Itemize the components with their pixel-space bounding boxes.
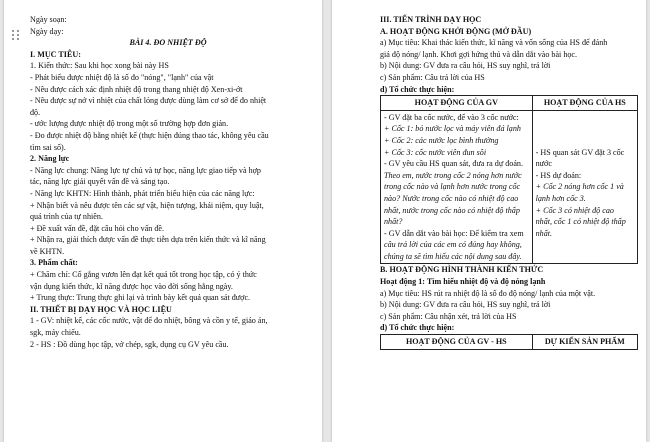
- text-line: giá độ nóng/ lạnh. Khơi gợi hứng thú và dẫn dắt vào bài học.: [380, 49, 578, 59]
- table2-header-products: DỰ KIẾN SẢN PHẨM: [532, 335, 637, 350]
- text-line: nhất, cốc 1 có nhiệt độ thấp: [535, 217, 626, 227]
- text-line: II. THIẾT BỊ DẠY HỌC VÀ HỌC LIỆU: [30, 304, 172, 314]
- text-line: sgk, máy chiếu.: [30, 328, 81, 338]
- text-line: + Cốc 2: các nước lọc bình thường: [384, 135, 499, 145]
- text-line: Theo em, nước trong cốc 2 nóng hơn nước: [384, 170, 522, 180]
- text-line: + Đề xuất vấn đề, đặt câu hỏi cho vấn đề.: [30, 223, 165, 233]
- text-line: + Cốc 1: bỏ nước lọc và máy viên đá lạnh: [384, 124, 521, 134]
- text-line: BÀI 4. ĐO NHIỆT ĐỘ: [129, 38, 207, 48]
- text-line: tác, năng lực giải quyết vấn đề và sáng tạo.: [30, 177, 170, 187]
- right-page-content: [380, 14, 638, 350]
- table-header-gv: HOẠT ĐỘNG CỦA GV: [381, 96, 533, 111]
- text-line: 1. Kiến thức: Sau khi học xong bài này HS: [30, 61, 169, 71]
- text-line: c) Sản phẩm: Câu nhận xét, trả lời của HS: [380, 311, 517, 321]
- text-line: 2 - HS : Đồ dùng học tập, vở chép, sgk, dụng cụ GV yêu cầu.: [30, 339, 229, 349]
- text-line: - GV yêu cầu HS quan sát, đưa ra dự đoán.: [384, 159, 523, 169]
- activity-table-knowledge: [380, 334, 638, 350]
- text-line: d) Tổ chức thực hiện:: [380, 84, 455, 94]
- text-line: + Cốc 3: cốc nước viên đun sôi: [384, 147, 487, 157]
- left-page-content: [30, 14, 306, 350]
- drag-handle-icon[interactable]: [12, 30, 20, 40]
- text-line: lạnh hơn cốc 3.: [535, 193, 586, 203]
- table-cell-gv: [381, 110, 533, 264]
- section-b-text: [380, 264, 638, 334]
- text-line: + Nhận biết và nêu được tên các sự vật, hiện tượng, khái niệm, quy luật,: [30, 200, 264, 210]
- text-line: + Cốc 2 nóng hơn cốc 1 và: [535, 182, 624, 192]
- text-line: vận dụng kiến thức, kĩ năng được học vào đời sống hằng ngày.: [30, 281, 233, 291]
- text-line: nước: [535, 159, 552, 169]
- text-line: [536, 112, 634, 124]
- text-line: b) Nội dung: GV đưa ra câu hỏi, HS suy nghĩ, trả lời: [380, 61, 551, 71]
- text-line: - GV đặt ba cốc nước, để vào 3 cốc nước:: [384, 112, 519, 122]
- text-line: - Năng lực KHTN: Hình thành, phát triển biểu hiện của các năng lực:: [30, 188, 255, 198]
- text-line: nhất, nước trong cốc nào có nhiệt độ thấp: [384, 205, 520, 215]
- text-line: về KHTN.: [30, 246, 65, 256]
- text-line: I. MỤC TIÊU:: [30, 49, 81, 59]
- text-line: - Nêu được cách xác định nhiệt độ trong thang nhiệt độ Xen-xi-ớt: [30, 84, 243, 94]
- text-line: độ.: [30, 107, 41, 117]
- text-line: - HS dự đoán:: [535, 170, 582, 180]
- text-line: nào? Nước trong cốc nào có nhiệt độ cao: [384, 193, 519, 203]
- table-header-hs: HOẠT ĐỘNG CỦA HS: [532, 96, 637, 111]
- document-page-left: [4, 0, 322, 442]
- text-line: d) Tổ chức thực hiện:: [380, 323, 455, 333]
- text-line: - Phát biểu được nhiệt độ là số đo "nóng", "lạnh" của vật: [30, 72, 214, 82]
- document-page-right: [332, 0, 646, 442]
- activity-table-start: [380, 95, 638, 264]
- text-line: a) Mục tiêu: Khai thác kiến thức, kĩ năng và vốn sống của HS để đánh: [380, 38, 608, 48]
- table-cell-hs: [532, 110, 637, 264]
- text-line: + Chăm chỉ: Cố gắng vươn lên đạt kết quả tốt trong học tập, có ý thức: [30, 270, 257, 280]
- table2-header-gv-hs: HOẠT ĐỘNG CỦA GV - HS: [381, 335, 533, 350]
- text-line: Hoạt động 1: Tìm hiểu nhiệt độ và độ nóng lạnh: [380, 277, 546, 287]
- text-line: - Năng lực chung: Năng lực tự chủ và tự học, năng lực giao tiếp và hợp: [30, 165, 261, 175]
- section-iii-text: [380, 14, 638, 95]
- text-line: - HS quan sát GV đặt 3 cốc: [535, 147, 625, 157]
- text-line: [536, 135, 634, 147]
- text-line: nhất?: [384, 217, 403, 227]
- text-line: quá trình của tự nhiên.: [30, 212, 103, 222]
- text-line: 3. Phẩm chất:: [30, 258, 78, 268]
- text-line: + Nhận ra, giải thích được vấn đề thực tiễn dựa trên kiến thức và kĩ năng: [30, 235, 266, 245]
- text-line: 2. Năng lực: [30, 154, 70, 164]
- text-line: + Trung thực: Trung thực ghi lại và trình bày kết quả quan sát được.: [30, 293, 251, 303]
- text-line: a) Mục tiêu: HS rút ra nhiệt độ là số đo độ nóng/ lạnh của một vật.: [380, 288, 596, 298]
- text-line: Ngày dạy:: [30, 26, 64, 36]
- text-line: [536, 123, 634, 135]
- text-line: 1 - GV: nhiệt kế, các cốc nước, vật để đo nhiệt, bông và cồn y tế, giáo án,: [30, 316, 268, 326]
- text-line: c) Sản phẩm: Câu trả lời của HS: [380, 72, 485, 82]
- text-line: - Nêu được sự nở vì nhiệt của chất lỏng được dùng làm cơ sở để đo nhiệt: [30, 96, 267, 106]
- text-line: Ngày soạn:: [30, 15, 67, 24]
- text-line: tìm sai số).: [30, 142, 66, 152]
- text-line: câu trả lời của các em có đúng hay không,: [384, 240, 522, 250]
- text-line: - Đo được nhiệt độ bằng nhiệt kế (thực hiện đúng thao tác, không yêu cầu: [30, 130, 269, 140]
- text-line: - GV dẫn dắt vào bài học: Để kiểm tra xem: [384, 228, 524, 238]
- text-line: chúng ta sẽ tìm hiểu các nội dung sau đây.: [384, 251, 522, 261]
- text-line: b) Nội dung: GV đưa ra câu hỏi, HS suy nghĩ, trả lời: [380, 300, 551, 310]
- text-line: B. HOẠT ĐỘNG HÌNH THÀNH KIẾN THỨC: [380, 265, 544, 275]
- text-line: nhất.: [535, 228, 553, 238]
- text-line: A. HOẠT ĐỘNG KHỞI ĐỘNG (MỞ ĐẦU): [380, 26, 532, 36]
- text-line: III. TIẾN TRÌNH DẠY HỌC: [380, 15, 482, 24]
- text-line: trong cốc nào và lạnh hơn nước trong cốc: [384, 182, 521, 192]
- text-line: - ước lượng được nhiệt độ trong một số trường hợp đơn giản.: [30, 119, 229, 129]
- text-line: + Cốc 3 có nhiệt độ cao: [535, 205, 614, 215]
